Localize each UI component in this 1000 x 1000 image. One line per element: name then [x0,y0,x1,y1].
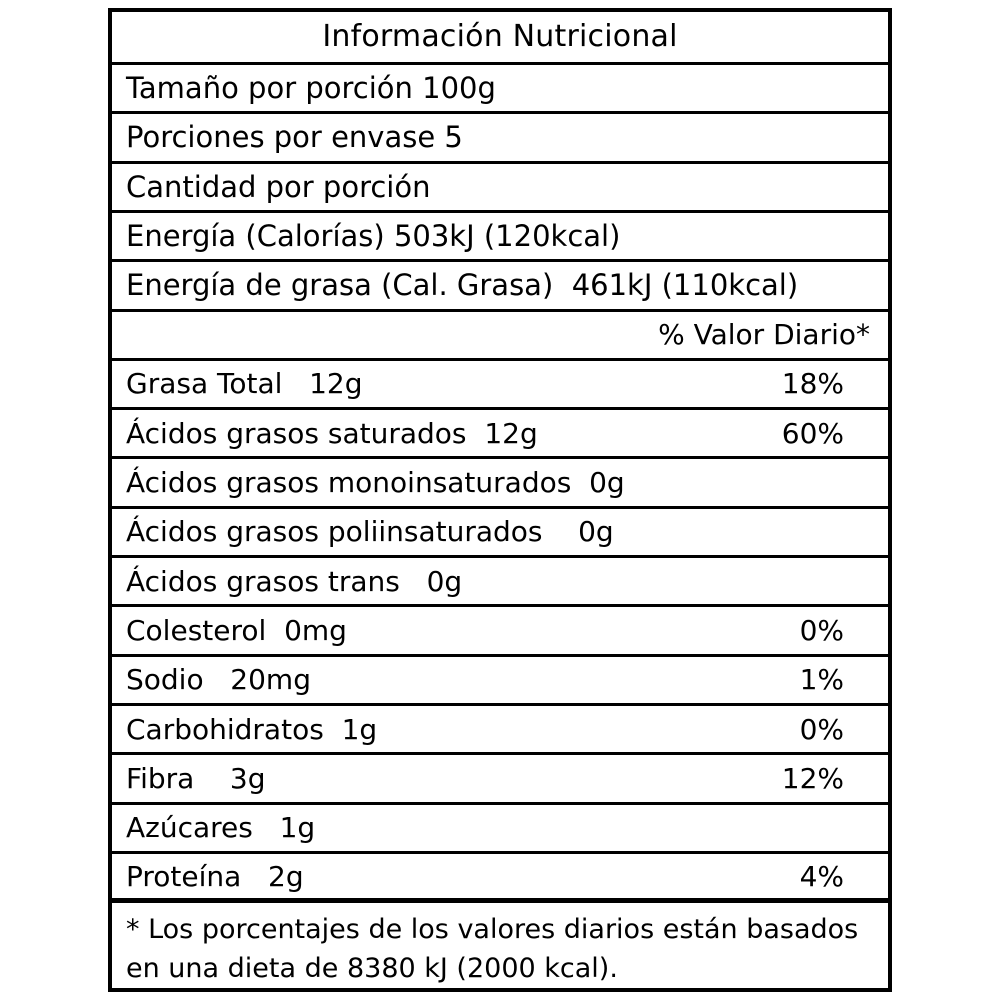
daily-value-header-text: % Valor Diario* [658,318,870,352]
nutrient-name: Grasa Total 12g [126,367,363,401]
nutrient-name: Sodio 20mg [126,663,311,697]
servings-per-container-row [112,114,888,163]
daily-value-header-row [112,312,888,361]
table-row [112,805,888,854]
nutrient-daily-value: 18% [781,367,844,401]
nutrient-name: Ácidos grasos monoinsaturados 0g [126,466,625,500]
nutrient-name: Carbohidratos 1g [126,712,378,746]
energy-from-fat-row [112,262,888,311]
footnote-line-2: en una dieta de 8380 kJ (2000 kcal). [126,952,618,984]
nutrient-name: Colesterol 0mg [126,614,347,648]
table-row [112,410,888,459]
amount-per-serving-text: Cantidad por porción [126,169,431,204]
footnote [112,903,888,988]
nutrient-daily-value: 60% [781,416,844,450]
nutrition-facts-panel [108,8,892,992]
table-row [112,854,888,903]
table-row [112,558,888,607]
energy-from-fat-text: Energía de grasa (Cal. Grasa) 461kJ (110kcal) [126,268,799,303]
table-row [112,459,888,508]
table-row [112,657,888,706]
servings-per-container-text: Porciones por envase 5 [126,120,463,155]
amount-per-serving-row [112,164,888,213]
nutrient-name: Ácidos grasos trans 0g [126,564,463,598]
label-title-row [112,12,888,65]
nutrient-name: Proteína 2g [126,859,304,893]
table-row [112,607,888,656]
nutrient-name: Ácidos grasos saturados 12g [126,416,538,450]
nutrient-daily-value: 12% [781,761,844,795]
energy-row [112,213,888,262]
nutrient-name: Azúcares 1g [126,811,316,845]
page-title: Información Nutricional [322,19,678,55]
nutrient-daily-value: 0% [799,712,844,746]
table-row [112,755,888,804]
energy-text: Energía (Calorías) 503kJ (120kcal) [126,219,621,254]
nutrient-daily-value: 4% [799,859,844,893]
serving-size-row [112,65,888,114]
serving-size-text: Tamaño por porción 100g [126,71,496,106]
nutrient-name: Fibra 3g [126,761,266,795]
nutrient-name: Ácidos grasos poliinsaturados 0g [126,515,614,549]
table-row [112,509,888,558]
nutrient-daily-value: 0% [799,614,844,648]
table-row [112,706,888,755]
footnote-line-1: * Los porcentajes de los valores diarios están basados [126,914,859,946]
nutrient-daily-value: 1% [799,663,844,697]
table-row [112,361,888,410]
